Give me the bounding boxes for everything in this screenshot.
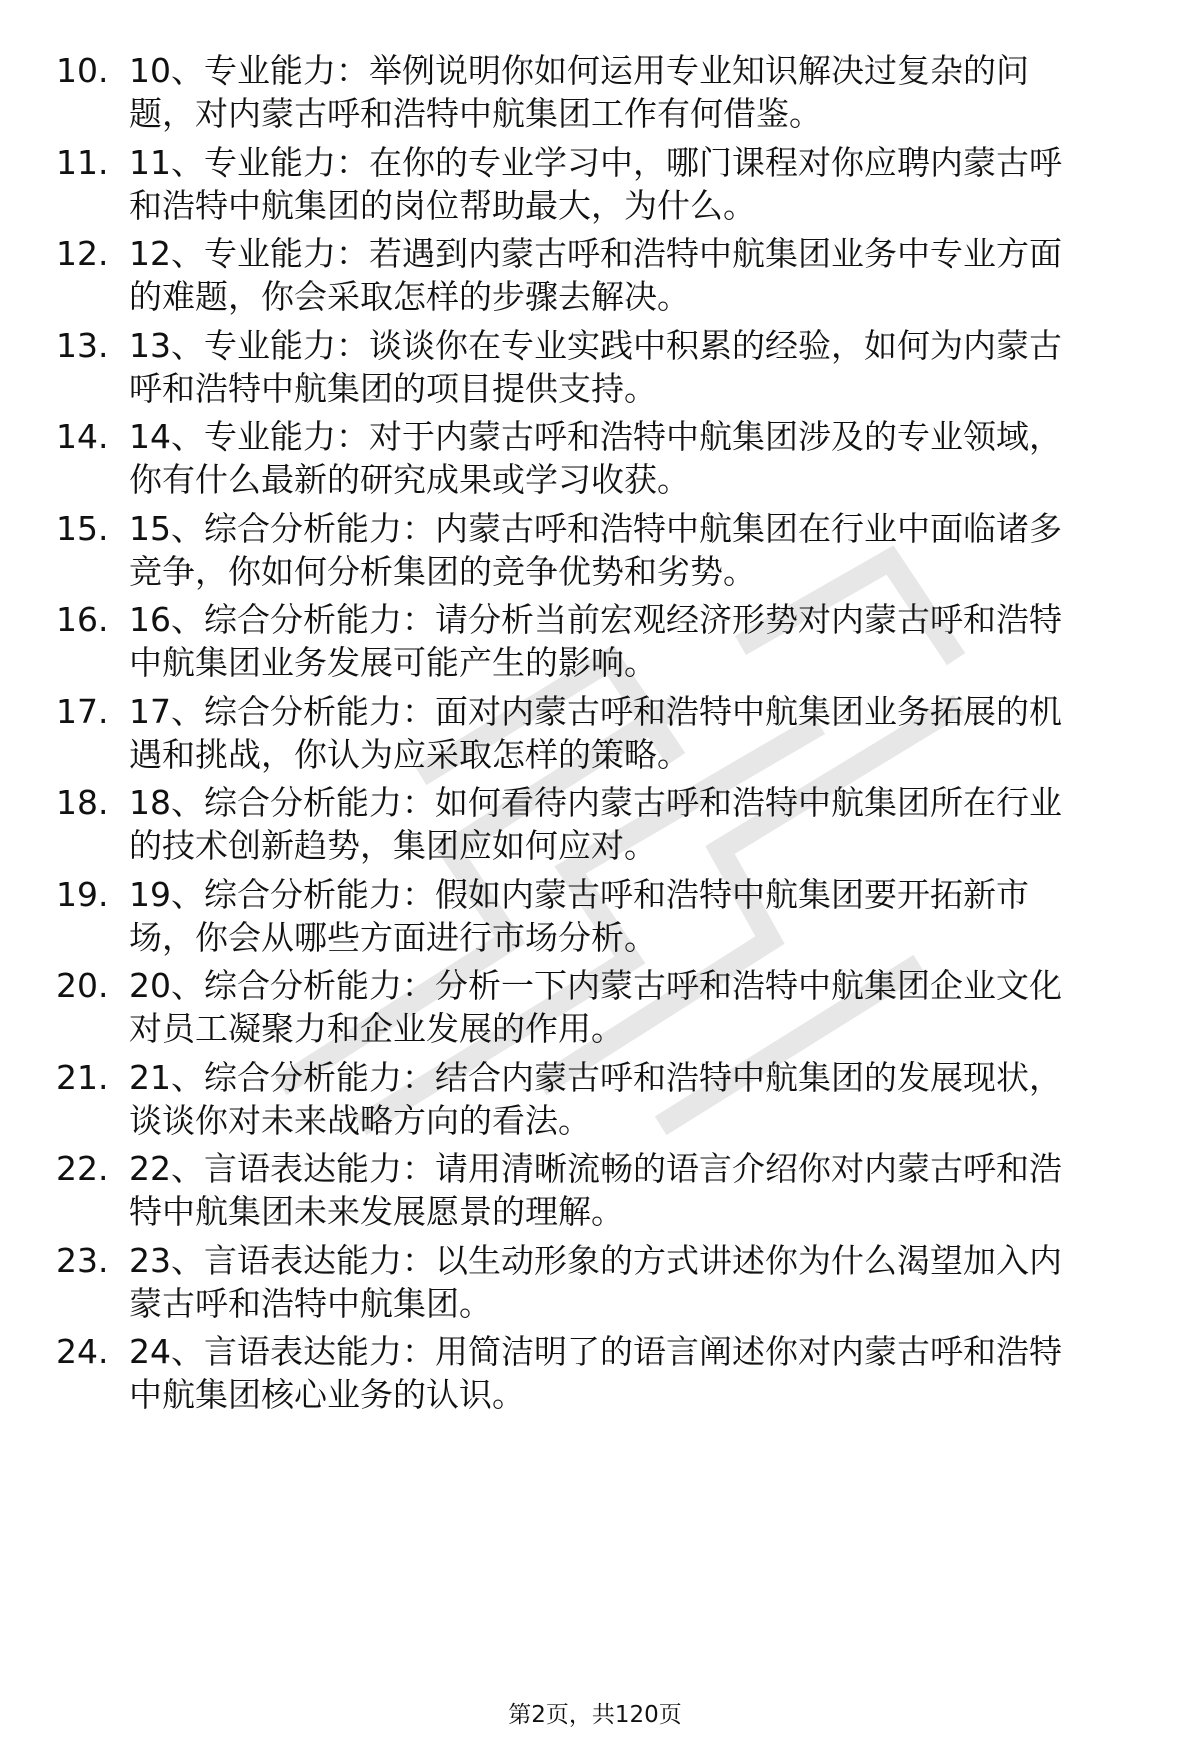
question-text-line-2: 的技术创新趋势，集团应如何应对。 (129, 826, 657, 865)
list-item-number: 19. (56, 874, 109, 914)
question-text-line-1: 23、言语表达能力：以生动形象的方式讲述你为什么渴望加入内 (129, 1240, 1062, 1280)
question-text-line-2: 场，你会从哪些方面进行市场分析。 (129, 917, 657, 957)
list-item (0, 963, 1190, 1053)
question-text-line-2: 特中航集团未来发展愿景的理解。 (129, 1192, 624, 1231)
list-item-number: 23. (56, 1240, 109, 1280)
list-item (0, 231, 1190, 321)
question-text-line-1: 17、综合分析能力：面对内蒙古呼和浩特中航集团业务拓展的机 (129, 691, 1062, 731)
question-text-line-1: 10、专业能力：举例说明你如何运用专业知识解决过复杂的问 (129, 51, 1029, 90)
list-item-number: 24. (56, 1332, 109, 1371)
list-item-number: 11. (56, 142, 109, 182)
list-item (0, 414, 1190, 504)
question-text-line-1: 15、综合分析能力：内蒙古呼和浩特中航集团在行业中面临诸多 (129, 508, 1062, 548)
question-text-line-1: 13、专业能力：谈谈你在专业实践中积累的经验，如何为内蒙古 (129, 325, 1062, 365)
question-text-line-2: 遇和挑战，你认为应采取怎样的策略。 (129, 734, 690, 774)
page-number: 第2页，共120页 (508, 1702, 682, 1728)
question-text-line-1: 14、专业能力：对于内蒙古呼和浩特中航集团涉及的专业领域， (129, 417, 1062, 456)
question-text-line-2: 谈谈你对未来战略方向的看法。 (129, 1100, 591, 1140)
list-item-number: 17. (56, 691, 109, 731)
question-text-line-2: 的难题，你会采取怎样的步骤去解决。 (129, 277, 690, 316)
question-text-line-2: 题，对内蒙古呼和浩特中航集团工作有何借鉴。 (129, 94, 822, 133)
question-text-line-1: 20、综合分析能力：分析一下内蒙古呼和浩特中航集团企业文化 (129, 966, 1062, 1005)
list-item-number: 13. (56, 325, 109, 365)
list-item (0, 872, 1190, 962)
question-text-line-2: 对员工凝聚力和企业发展的作用。 (129, 1009, 624, 1048)
question-text-line-1: 19、综合分析能力：假如内蒙古呼和浩特中航集团要开拓新市 (129, 874, 1029, 914)
list-item-number: 14. (56, 417, 109, 456)
list-item-number: 20. (56, 966, 109, 1005)
question-text-line-2: 你有什么最新的研究成果或学习收获。 (129, 460, 690, 499)
question-text-line-2: 蒙古呼和浩特中航集团。 (129, 1283, 492, 1323)
list-item (0, 506, 1190, 596)
question-text-line-2: 呼和浩特中航集团的项目提供支持。 (129, 368, 657, 408)
list-item (0, 1238, 1190, 1328)
list-item (0, 1329, 1190, 1419)
question-text-line-1: 22、言语表达能力：请用清晰流畅的语言介绍你对内蒙古呼和浩 (129, 1149, 1062, 1188)
question-text-line-1: 11、专业能力：在你的专业学习中，哪门课程对你应聘内蒙古呼 (129, 142, 1062, 182)
question-text-line-1: 16、综合分析能力：请分析当前宏观经济形势对内蒙古呼和浩特 (129, 600, 1062, 639)
question-text-line-1: 18、综合分析能力：如何看待内蒙古呼和浩特中航集团所在行业 (129, 783, 1062, 822)
list-item-number: 18. (56, 783, 109, 822)
list-item-number: 22. (56, 1149, 109, 1188)
list-item (0, 323, 1190, 413)
question-text-line-2: 中航集团业务发展可能产生的影响。 (129, 643, 657, 682)
list-item (0, 780, 1190, 870)
list-item-number: 12. (56, 234, 109, 273)
list-item (0, 689, 1190, 779)
question-text-line-2: 竞争，你如何分析集团的竞争优势和劣势。 (129, 551, 756, 591)
list-item (0, 597, 1190, 687)
list-item (0, 1146, 1190, 1236)
question-text-line-1: 21、综合分析能力：结合内蒙古呼和浩特中航集团的发展现状， (129, 1057, 1062, 1097)
question-text-line-2: 中航集团核心业务的认识。 (129, 1375, 525, 1414)
list-item (0, 1055, 1190, 1145)
list-item (0, 140, 1190, 230)
list-item-number: 15. (56, 508, 109, 548)
question-text-line-1: 12、专业能力：若遇到内蒙古呼和浩特中航集团业务中专业方面 (129, 234, 1062, 273)
question-text-line-1: 24、言语表达能力：用简洁明了的语言阐述你对内蒙古呼和浩特 (129, 1332, 1062, 1371)
list-item-number: 21. (56, 1057, 109, 1097)
list-item-number: 10. (56, 51, 109, 90)
question-text-line-2: 和浩特中航集团的岗位帮助最大，为什么。 (129, 185, 756, 225)
list-item (0, 48, 1190, 138)
list-item-number: 16. (56, 600, 109, 639)
